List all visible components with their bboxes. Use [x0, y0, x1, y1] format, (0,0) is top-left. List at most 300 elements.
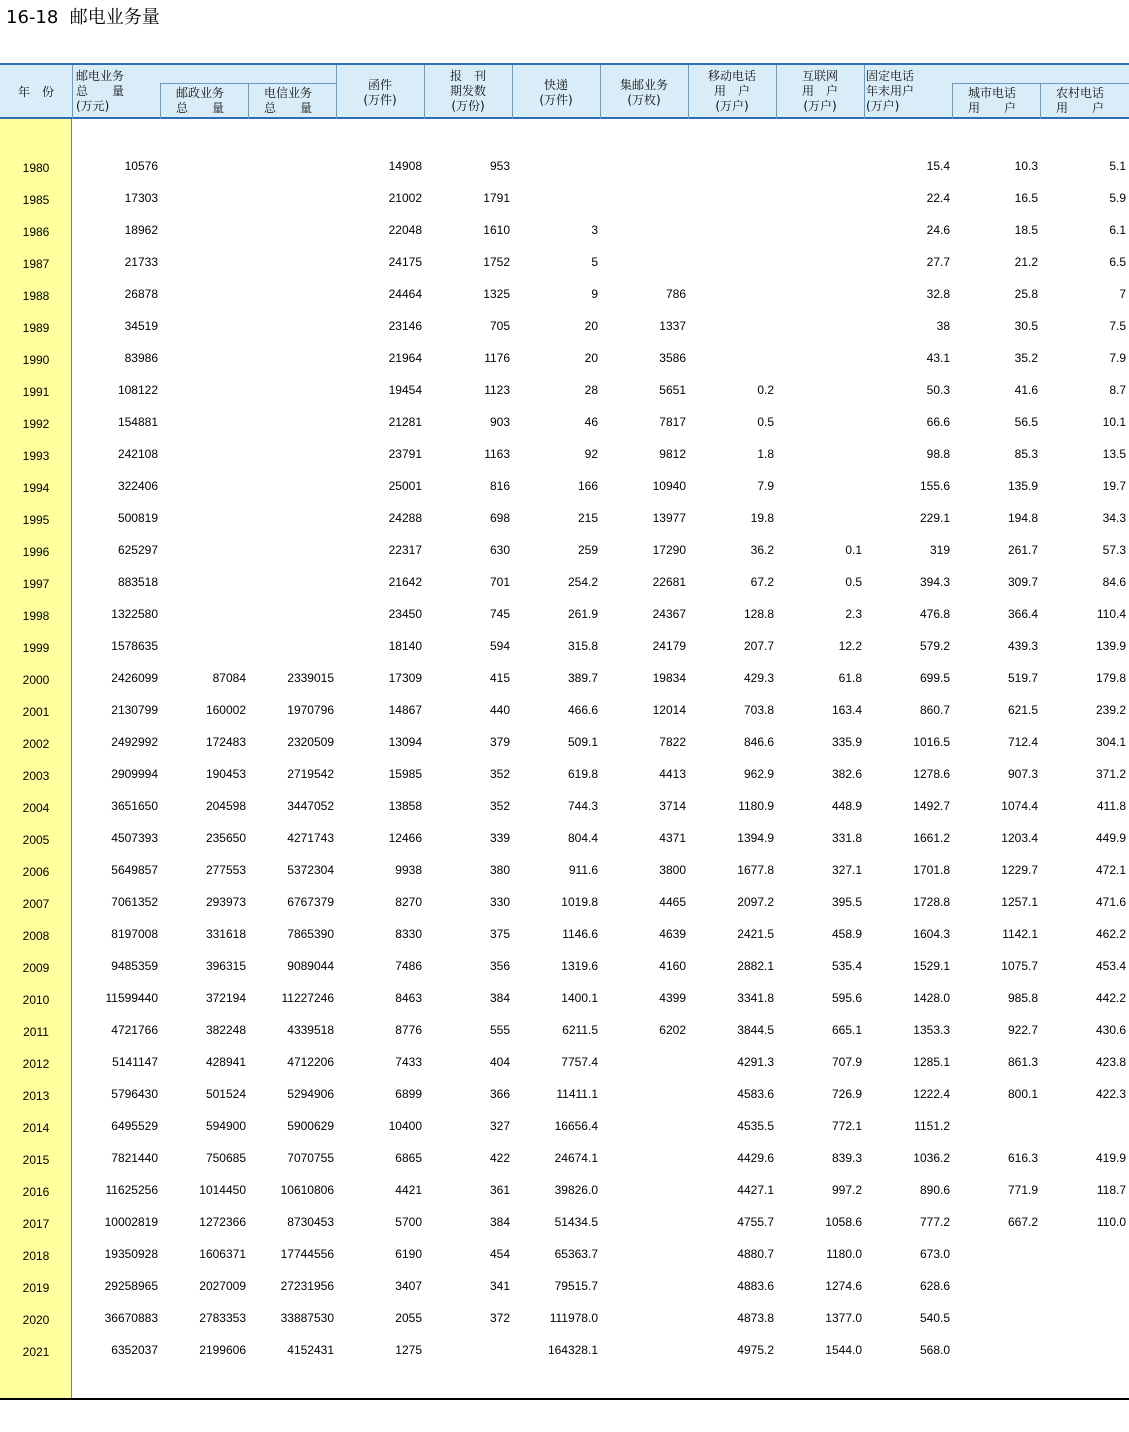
- year-cell: 2001: [22, 705, 50, 719]
- express-cell: 5: [591, 255, 598, 269]
- letters-cell: 8776: [395, 1023, 422, 1037]
- fixed-cell: 890.6: [919, 1183, 950, 1197]
- postal-total-cell: 2909994: [111, 767, 158, 781]
- letters-cell: 1275: [395, 1343, 422, 1357]
- mobile-cell: 0.5: [757, 415, 774, 429]
- mobile-cell: 4535.5: [737, 1119, 774, 1133]
- periodicals-cell: 384: [489, 1215, 510, 1229]
- telecom-sub-cell: 27231956: [280, 1279, 334, 1293]
- periodicals-cell: 380: [489, 863, 510, 877]
- telecom-sub-cell: 11227246: [281, 991, 334, 1005]
- rural-cell: 7.5: [1109, 319, 1126, 333]
- fixed-cell: 1529.1: [913, 959, 950, 973]
- express-cell: 215: [577, 511, 598, 525]
- fixed-cell: 1661.2: [913, 831, 950, 845]
- express-cell: 261.9: [567, 607, 598, 621]
- internet-cell: 1058.6: [825, 1215, 862, 1229]
- internet-cell: 61.8: [838, 671, 862, 685]
- rural-cell: 19.7: [1102, 479, 1126, 493]
- table-header: [0, 63, 1129, 119]
- fixed-cell: 38: [936, 319, 950, 333]
- year-cell: 2002: [22, 737, 50, 751]
- year-cell: 2021: [22, 1345, 50, 1359]
- mobile-cell: 19.8: [750, 511, 774, 525]
- fixed-cell: 15.4: [926, 159, 950, 173]
- postal-total-cell: 7061352: [111, 895, 158, 909]
- postal-total-cell: 11599440: [105, 991, 158, 1005]
- periodicals-cell: 701: [489, 575, 510, 589]
- express-cell: 509.1: [567, 735, 598, 749]
- stamps-cell: 4465: [659, 895, 686, 909]
- mobile-cell: 7.9: [757, 479, 774, 493]
- express-cell: 79515.7: [554, 1279, 598, 1293]
- stamps-cell: 5651: [659, 383, 686, 397]
- fixed-cell: 699.5: [919, 671, 950, 685]
- stamps-cell: 7822: [659, 735, 686, 749]
- mobile-cell: 4291.3: [737, 1055, 774, 1069]
- postal-total-cell: 17303: [124, 191, 158, 205]
- postal-total-cell: 883518: [117, 575, 158, 589]
- postal-total-cell: 2492992: [111, 735, 158, 749]
- header-year: 年 份: [17, 85, 54, 99]
- telecom-sub-cell: 33887530: [280, 1311, 334, 1325]
- urban-cell: 667.2: [1007, 1215, 1038, 1229]
- header-urban: 城市电话 用 户: [968, 86, 1017, 115]
- internet-cell: 1180.0: [826, 1247, 862, 1261]
- letters-cell: 21642: [388, 575, 422, 589]
- year-cell: 1991: [22, 385, 50, 399]
- fixed-cell: 1036.2: [913, 1151, 950, 1165]
- postal-total-cell: 242108: [117, 447, 158, 461]
- express-cell: 24674.1: [554, 1151, 598, 1165]
- fixed-cell: 1428.0: [913, 991, 950, 1005]
- postal-total-cell: 8197008: [111, 927, 158, 941]
- mobile-cell: 4429.6: [737, 1151, 774, 1165]
- table-bottom-rule: [0, 1398, 1129, 1400]
- telecom-sub-cell: 7865390: [287, 927, 334, 941]
- letters-cell: 6190: [395, 1247, 422, 1261]
- urban-cell: 10.3: [1014, 159, 1038, 173]
- periodicals-cell: 327: [489, 1119, 510, 1133]
- internet-cell: 2.3: [845, 607, 862, 621]
- year-cell: 2005: [22, 833, 50, 847]
- year-cell: 1989: [22, 321, 50, 335]
- letters-cell: 3407: [395, 1279, 422, 1293]
- postal-sub-cell: 172483: [205, 735, 246, 749]
- postal-total-cell: 21733: [124, 255, 158, 269]
- express-cell: 16656.4: [554, 1119, 598, 1133]
- year-cell: 1990: [22, 353, 50, 367]
- stamps-cell: 12014: [652, 703, 686, 717]
- postal-total-cell: 34519: [124, 319, 158, 333]
- stamps-cell: 786: [665, 287, 686, 301]
- internet-cell: 1544.0: [825, 1343, 862, 1357]
- stamps-cell: 22681: [652, 575, 686, 589]
- fixed-cell: 628.6: [919, 1279, 950, 1293]
- express-cell: 11411.1: [556, 1087, 598, 1101]
- header-periodicals: 报 刊 期发数 (万份): [449, 69, 486, 113]
- rural-cell: 449.9: [1095, 831, 1126, 845]
- year-cell: 2011: [23, 1025, 49, 1039]
- mobile-cell: 4880.7: [737, 1247, 774, 1261]
- rural-cell: 7: [1119, 287, 1126, 301]
- rural-cell: 472.1: [1095, 863, 1126, 877]
- internet-cell: 335.9: [831, 735, 862, 749]
- mobile-cell: 128.8: [743, 607, 774, 621]
- stamps-cell: 19834: [652, 671, 686, 685]
- stamps-cell: 13977: [652, 511, 686, 525]
- rural-cell: 34.3: [1102, 511, 1126, 525]
- internet-cell: 0.5: [845, 575, 862, 589]
- urban-cell: 621.5: [1007, 703, 1038, 717]
- page-title: 16-18 邮电业务量: [6, 7, 160, 28]
- periodicals-cell: 422: [489, 1151, 510, 1165]
- express-cell: 804.4: [567, 831, 598, 845]
- rural-cell: 7.9: [1109, 351, 1126, 365]
- postal-sub-cell: 372194: [205, 991, 246, 1005]
- urban-cell: 439.3: [1007, 639, 1038, 653]
- mobile-cell: 36.2: [750, 543, 774, 557]
- letters-cell: 4421: [395, 1183, 422, 1197]
- periodicals-cell: 366: [489, 1087, 510, 1101]
- postal-total-cell: 5796430: [111, 1087, 158, 1101]
- urban-cell: 985.8: [1007, 991, 1038, 1005]
- year-cell: 1985: [22, 193, 50, 207]
- periodicals-cell: 352: [489, 799, 510, 813]
- letters-cell: 8330: [395, 927, 422, 941]
- urban-cell: 1203.4: [1001, 831, 1038, 845]
- urban-cell: 1075.7: [1001, 959, 1038, 973]
- rural-cell: 10.1: [1102, 415, 1126, 429]
- periodicals-cell: 440: [489, 703, 510, 717]
- letters-cell: 22317: [388, 543, 422, 557]
- postal-sub-cell: 204598: [205, 799, 246, 813]
- rural-cell: 118.7: [1096, 1183, 1126, 1197]
- telecom-sub-cell: 2719542: [287, 767, 334, 781]
- letters-cell: 23791: [388, 447, 422, 461]
- mobile-cell: 1.8: [757, 447, 774, 461]
- year-cell: 1998: [22, 609, 50, 623]
- periodicals-cell: 375: [489, 927, 510, 941]
- header-postal-total: 邮电业务 总 量 (万元): [76, 69, 125, 113]
- periodicals-cell: 594: [489, 639, 510, 653]
- express-cell: 7757.4: [561, 1055, 598, 1069]
- telecom-sub-cell: 3447052: [287, 799, 334, 813]
- express-cell: 111978.0: [549, 1311, 598, 1325]
- express-cell: 65363.7: [554, 1247, 598, 1261]
- internet-cell: 595.6: [831, 991, 862, 1005]
- rural-cell: 423.8: [1095, 1055, 1126, 1069]
- postal-total-cell: 3651650: [111, 799, 158, 813]
- year-cell: 2003: [22, 769, 50, 783]
- letters-cell: 23146: [388, 319, 422, 333]
- urban-cell: 1257.1: [1001, 895, 1038, 909]
- periodicals-cell: 1123: [484, 383, 510, 397]
- express-cell: 164328.1: [547, 1343, 598, 1357]
- letters-cell: 10400: [388, 1119, 422, 1133]
- header-telecom-sub: 电信业务 总 量: [264, 86, 313, 115]
- fixed-cell: 1604.3: [913, 927, 950, 941]
- urban-cell: 21.2: [1014, 255, 1038, 269]
- postal-sub-cell: 87084: [212, 671, 246, 685]
- fixed-cell: 50.3: [926, 383, 950, 397]
- postal-sub-cell: 160002: [205, 703, 246, 717]
- postal-total-cell: 625297: [117, 543, 158, 557]
- postal-total-cell: 10002819: [104, 1215, 158, 1229]
- postal-sub-cell: 501524: [205, 1087, 246, 1101]
- postal-total-cell: 29258965: [104, 1279, 158, 1293]
- stamps-cell: 1337: [659, 319, 686, 333]
- year-cell: 2006: [22, 865, 50, 879]
- rural-cell: 5.1: [1109, 159, 1126, 173]
- internet-cell: 458.9: [831, 927, 862, 941]
- year-cell: 2019: [22, 1281, 50, 1295]
- internet-cell: 163.4: [831, 703, 862, 717]
- periodicals-cell: 1325: [483, 287, 510, 301]
- postal-total-cell: 154881: [117, 415, 158, 429]
- postal-total-cell: 18962: [124, 223, 158, 237]
- fixed-cell: 43.1: [926, 351, 950, 365]
- rural-cell: 84.6: [1102, 575, 1126, 589]
- stamps-cell: 4413: [659, 767, 686, 781]
- letters-cell: 5700: [395, 1215, 422, 1229]
- letters-cell: 21281: [388, 415, 422, 429]
- fixed-cell: 27.7: [926, 255, 950, 269]
- stamps-cell: 4399: [659, 991, 686, 1005]
- urban-cell: 56.5: [1014, 415, 1038, 429]
- letters-cell: 14867: [388, 703, 422, 717]
- urban-cell: 261.7: [1007, 543, 1038, 557]
- stamps-cell: 4371: [659, 831, 686, 845]
- letters-cell: 25001: [388, 479, 422, 493]
- telecom-sub-cell: 9089044: [287, 959, 334, 973]
- year-cell: 2004: [22, 801, 50, 815]
- rural-cell: 453.4: [1095, 959, 1126, 973]
- urban-cell: 25.8: [1014, 287, 1038, 301]
- fixed-cell: 155.6: [919, 479, 950, 493]
- internet-cell: 665.1: [831, 1023, 862, 1037]
- urban-cell: 135.9: [1007, 479, 1038, 493]
- rural-cell: 179.8: [1095, 671, 1126, 685]
- mobile-cell: 3844.5: [737, 1023, 774, 1037]
- telecom-sub-cell: 2320509: [287, 735, 334, 749]
- urban-cell: 194.8: [1007, 511, 1038, 525]
- express-cell: 3: [591, 223, 598, 237]
- express-cell: 20: [584, 319, 598, 333]
- postal-total-cell: 26878: [124, 287, 158, 301]
- urban-cell: 30.5: [1014, 319, 1038, 333]
- internet-cell: 772.1: [831, 1119, 862, 1133]
- stamps-cell: 7817: [659, 415, 686, 429]
- year-cell: 2013: [22, 1089, 50, 1103]
- telecom-sub-cell: 6767379: [287, 895, 334, 909]
- telecom-sub-cell: 5900629: [287, 1119, 334, 1133]
- postal-total-cell: 2426099: [111, 671, 158, 685]
- internet-cell: 448.9: [831, 799, 862, 813]
- postal-sub-cell: 235650: [205, 831, 246, 845]
- header-rural: 农村电话 用 户: [1056, 86, 1105, 115]
- urban-cell: 85.3: [1014, 447, 1038, 461]
- year-cell: 2018: [22, 1249, 50, 1263]
- stamps-cell: 6202: [659, 1023, 686, 1037]
- telecom-sub-cell: 4712206: [287, 1055, 334, 1069]
- telecom-sub-cell: 4271743: [287, 831, 334, 845]
- periodicals-cell: 745: [489, 607, 510, 621]
- letters-cell: 24288: [388, 511, 422, 525]
- postal-sub-cell: 277553: [205, 863, 246, 877]
- express-cell: 46: [584, 415, 598, 429]
- urban-cell: 861.3: [1007, 1055, 1038, 1069]
- telecom-sub-cell: 17744556: [280, 1247, 334, 1261]
- postal-total-cell: 36670883: [104, 1311, 158, 1325]
- urban-cell: 366.4: [1007, 607, 1038, 621]
- mobile-cell: 67.2: [750, 575, 774, 589]
- express-cell: 1400.1: [561, 991, 598, 1005]
- rural-cell: 8.7: [1109, 383, 1126, 397]
- postal-sub-cell: 396315: [205, 959, 246, 973]
- fixed-cell: 1492.7: [913, 799, 950, 813]
- mobile-cell: 2882.1: [737, 959, 774, 973]
- postal-total-cell: 322406: [117, 479, 158, 493]
- header-letters: 函件 (万件): [363, 78, 397, 107]
- year-cell: 2012: [22, 1057, 50, 1071]
- internet-cell: 1377.0: [825, 1311, 862, 1325]
- year-cell: 2010: [22, 993, 50, 1007]
- rural-cell: 422.3: [1095, 1087, 1126, 1101]
- fixed-cell: 1728.8: [913, 895, 950, 909]
- stamps-cell: 4160: [659, 959, 686, 973]
- fixed-cell: 319: [929, 543, 950, 557]
- periodicals-cell: 698: [489, 511, 510, 525]
- letters-cell: 7486: [395, 959, 422, 973]
- mobile-cell: 2097.2: [737, 895, 774, 909]
- internet-cell: 1274.6: [825, 1279, 862, 1293]
- urban-cell: 16.5: [1014, 191, 1038, 205]
- express-cell: 9: [591, 287, 598, 301]
- internet-cell: 839.3: [831, 1151, 862, 1165]
- postal-total-cell: 6495529: [111, 1119, 158, 1133]
- postal-sub-cell: 594900: [205, 1119, 246, 1133]
- year-cell: 1987: [22, 257, 50, 271]
- telecom-sub-cell: 4339518: [287, 1023, 334, 1037]
- postal-total-cell: 19350928: [104, 1247, 158, 1261]
- postal-total-cell: 6352037: [111, 1343, 158, 1357]
- internet-cell: 382.6: [831, 767, 862, 781]
- year-cell: 1993: [22, 449, 50, 463]
- rural-cell: 471.6: [1095, 895, 1126, 909]
- mobile-cell: 429.3: [743, 671, 774, 685]
- urban-cell: 1074.4: [1001, 799, 1038, 813]
- fixed-cell: 1701.8: [913, 863, 950, 877]
- postal-sub-cell: 2027009: [199, 1279, 246, 1293]
- postal-total-cell: 5141147: [112, 1055, 158, 1069]
- periodicals-cell: 1752: [483, 255, 510, 269]
- mobile-cell: 703.8: [743, 703, 774, 717]
- telecom-sub-cell: 1970796: [287, 703, 334, 717]
- stamps-cell: 3800: [659, 863, 686, 877]
- internet-cell: 327.1: [831, 863, 862, 877]
- postal-total-cell: 7821440: [111, 1151, 158, 1165]
- internet-cell: 12.2: [838, 639, 862, 653]
- express-cell: 259: [577, 543, 598, 557]
- rural-cell: 419.9: [1095, 1151, 1126, 1165]
- year-cell: 1994: [22, 481, 50, 495]
- postal-sub-cell: 1014450: [199, 1183, 246, 1197]
- letters-cell: 15985: [388, 767, 422, 781]
- express-cell: 1146.6: [562, 927, 598, 941]
- urban-cell: 800.1: [1007, 1087, 1038, 1101]
- rural-cell: 13.5: [1102, 447, 1126, 461]
- letters-cell: 14908: [388, 159, 422, 173]
- express-cell: 744.3: [567, 799, 598, 813]
- periodicals-cell: 330: [489, 895, 510, 909]
- header-express: 快递 (万件): [539, 78, 573, 107]
- urban-cell: 907.3: [1007, 767, 1038, 781]
- express-cell: 39826.0: [554, 1183, 598, 1197]
- letters-cell: 23450: [388, 607, 422, 621]
- mobile-cell: 4755.7: [737, 1215, 774, 1229]
- letters-cell: 8270: [395, 895, 422, 909]
- letters-cell: 22048: [388, 223, 422, 237]
- postal-total-cell: 108122: [117, 383, 158, 397]
- year-cell: 2000: [22, 673, 50, 687]
- postal-sub-cell: 750685: [205, 1151, 246, 1165]
- periodicals-cell: 404: [489, 1055, 510, 1069]
- periodicals-cell: 1610: [483, 223, 510, 237]
- periodicals-cell: 361: [489, 1183, 510, 1197]
- stamps-cell: 9812: [659, 447, 686, 461]
- internet-cell: 331.8: [831, 831, 862, 845]
- fixed-cell: 229.1: [919, 511, 950, 525]
- express-cell: 911.6: [568, 863, 598, 877]
- rural-cell: 6.5: [1109, 255, 1126, 269]
- periodicals-cell: 379: [489, 735, 510, 749]
- mobile-cell: 4883.6: [737, 1279, 774, 1293]
- year-cell: 2007: [22, 897, 50, 911]
- urban-cell: 771.9: [1007, 1183, 1038, 1197]
- urban-cell: 35.2: [1014, 351, 1038, 365]
- year-cell: 1997: [22, 577, 50, 591]
- rural-cell: 57.3: [1102, 543, 1126, 557]
- periodicals-cell: 339: [489, 831, 510, 845]
- rural-cell: 5.9: [1109, 191, 1126, 205]
- header-fixed: 固定电话 年末用户 (万户): [866, 69, 915, 113]
- mobile-cell: 1677.8: [737, 863, 774, 877]
- fixed-cell: 32.8: [926, 287, 950, 301]
- mobile-cell: 4427.1: [737, 1183, 774, 1197]
- periodicals-cell: 630: [489, 543, 510, 557]
- telecom-sub-cell: 7070755: [287, 1151, 334, 1165]
- letters-cell: 8463: [395, 991, 422, 1005]
- periodicals-cell: 352: [489, 767, 510, 781]
- postal-sub-cell: 382248: [205, 1023, 246, 1037]
- express-cell: 28: [584, 383, 598, 397]
- year-cell: 2016: [22, 1185, 50, 1199]
- rural-cell: 371.2: [1095, 767, 1126, 781]
- stamps-cell: 10940: [652, 479, 686, 493]
- letters-cell: 6899: [395, 1087, 422, 1101]
- postal-sub-cell: 2199606: [199, 1343, 246, 1357]
- postal-total-cell: 9485359: [111, 959, 158, 973]
- fixed-cell: 1222.4: [913, 1087, 950, 1101]
- year-cell: 2008: [22, 929, 50, 943]
- fixed-cell: 98.8: [926, 447, 950, 461]
- internet-cell: 726.9: [831, 1087, 862, 1101]
- fixed-cell: 22.4: [926, 191, 950, 205]
- internet-cell: 395.5: [831, 895, 862, 909]
- fixed-cell: 777.2: [919, 1215, 950, 1229]
- year-cell: 1988: [22, 289, 50, 303]
